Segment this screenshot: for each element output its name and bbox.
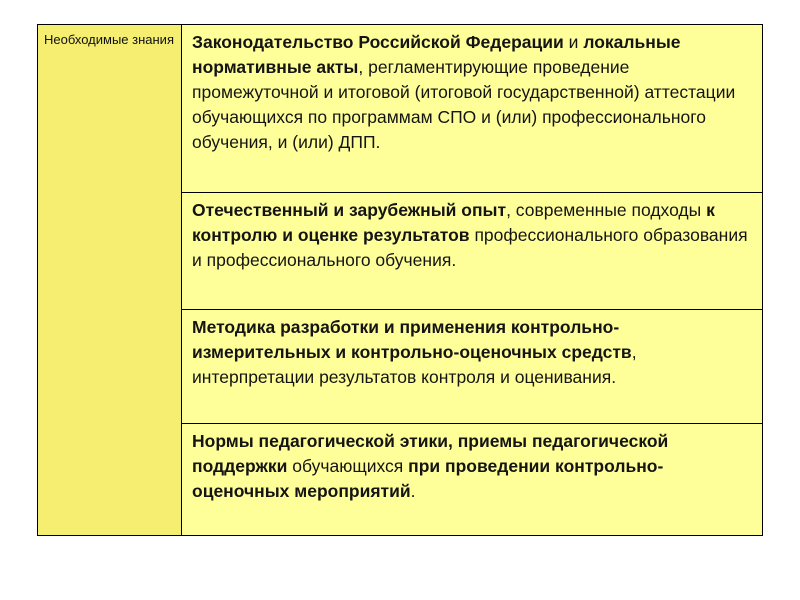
knowledge-table (37, 24, 763, 536)
emphasized-text: к контролю и оценке результатов (192, 200, 715, 245)
emphasized-text: Законодательство Российской Федерации (192, 32, 564, 52)
table-row (182, 310, 762, 424)
emphasized-text: Нормы педагогической этики, приемы педагогической поддержки (192, 431, 669, 476)
table-row (182, 193, 762, 310)
body-text: и (563, 32, 584, 52)
content-column (182, 25, 762, 535)
body-text: . (410, 481, 416, 501)
emphasized-text: локальные нормативные акты (192, 32, 681, 77)
body-text: обучающихся (287, 456, 409, 476)
emphasized-text: Методика разработки и применения контрольно-измерительных и контрольно-оценочных средств (192, 317, 632, 362)
emphasized-text: при проведении контрольно-оценочных мероприятий (192, 456, 664, 501)
emphasized-text: Отечественный и зарубежный опыт (192, 200, 507, 220)
body-text: , регламентирующие проведение промежуточной и итоговой (итоговой государственной) аттестации обучающихся по программам СПО и (или) профессионального обучения, и (или) ДПП. (192, 57, 736, 152)
body-text: , современные подходы (506, 200, 707, 220)
body-text: профессионального образования и профессионального обучения. (192, 225, 748, 270)
body-text: , интерпретации результатов контроля и оценивания. (192, 342, 637, 387)
row-header-label: Необходимые знания (38, 25, 182, 535)
table-row (182, 25, 762, 193)
table-row (182, 424, 762, 535)
